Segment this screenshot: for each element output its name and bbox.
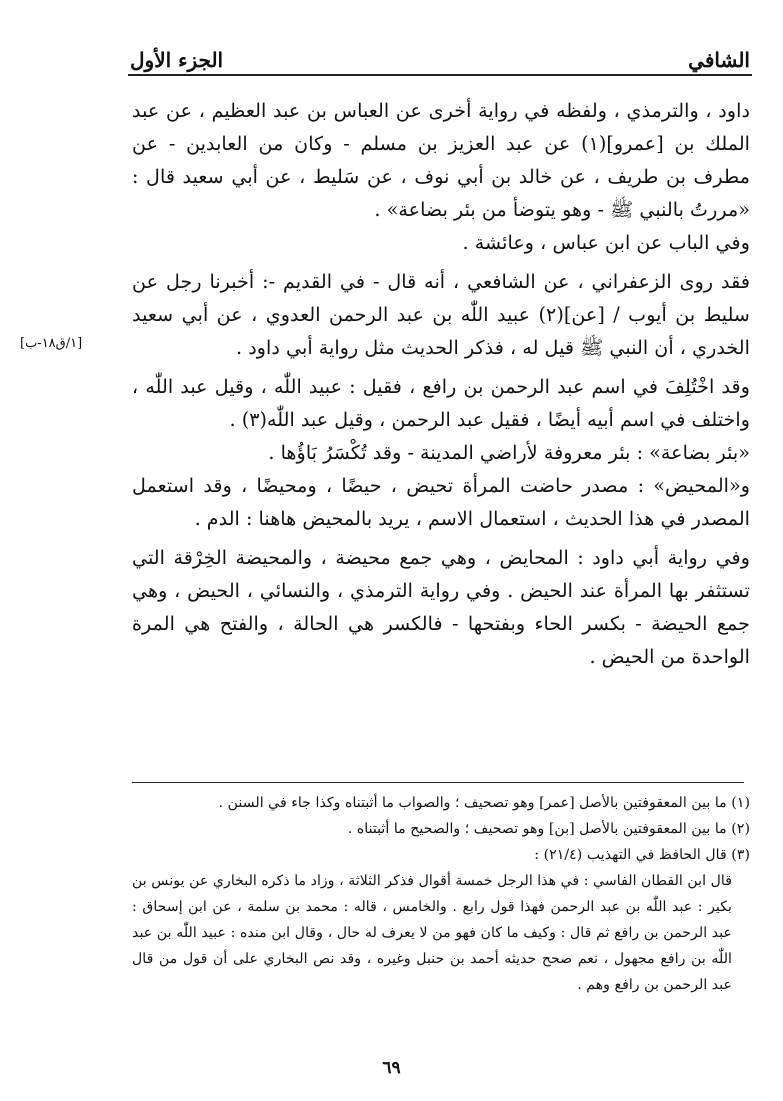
book-title: الشافي xyxy=(688,48,750,72)
paragraph-well-definition: «بئر بضاعة» : بئر معروفة لأراضي المدينة - وقد تُكْسَرُ بَاؤُها . xyxy=(268,441,750,464)
footnotes xyxy=(132,790,750,998)
paragraph-related-narrators: وفي الباب عن ابن عباس ، وعائشة . xyxy=(462,231,750,254)
header-divider xyxy=(128,74,752,76)
footnote-divider xyxy=(132,782,744,783)
running-header xyxy=(130,38,750,72)
footnote-1: (١) ما بين المعقوفتين بالأصل [عمر] وهو تصحيف ؛ والصواب ما أثبتناه وكذا جاء في السنن . xyxy=(218,795,750,811)
footnote-2: (٢) ما بين المعقوفتين بالأصل [بن] وهو تصحيف ؛ والصحيح ما أثبتناه . xyxy=(347,821,750,837)
manuscript-folio-note: [١/ق١٨-ب] xyxy=(20,336,83,351)
paragraph-name-dispute: وقد اخْتُلِفَ في اسم عبد الرحمن بن رافع ، فقيل : عبيد اللّٰه ، وقيل عبد اللّٰه ، واختلف في اسم أبيه أيضًا ، فقيل عبد الرحمن ، وقيل عبد اللّٰه(٣) . xyxy=(132,375,750,431)
main-text xyxy=(132,94,750,673)
paragraph-hadith-narration: داود ، والترمذي ، ولفظه في رواية أخرى عن العباس بن عبد العظيم ، عن عبد الملك بن [عمرو](١) عن عبد العزيز بن مسلم - وكان من العابدين - عن مطرف بن طريف ، عن خالد بن أبي نوف ، عن سَليط ، عن أبي سعيد قال : «مررتُ بالنبي ﷺ - وهو يتوضأ من بئر بضاعة» . xyxy=(132,99,750,221)
footnote-3: (٣) قال الحافظ في التهذيب (٢١/٤) : xyxy=(534,847,750,863)
paragraph-abu-dawud-variant: وفي رواية أبي داود : المحايض ، وهي جمع محيضة ، والمحيضة الخِرْقة التي تستثفر بها المرأة عند الحيض . وفي رواية الترمذي ، والنسائي ، الحيض ، وهي جمع الحيضة - بكسر الحاء وبفتحها - فالكسر هي الحالة ، والفتح هي المرة الواحدة من الحيض . xyxy=(132,546,750,668)
paragraph-zaafarani-report: فقد روى الزعفراني ، عن الشافعي ، أنه قال - في القديم -: أخبرنا رجل عن سليط بن أيوب / [عن](٢) عبيد اللّٰه بن عبد الرحمن العدوي ، عن أبي سعيد الخدري ، أن النبي ﷺ قيل له ، فذكر الحديث مثل رواية أبي داود . xyxy=(132,270,751,359)
volume-label: الجزء الأول xyxy=(130,48,224,72)
paragraph-mahid-definition: و«المحيض» : مصدر حاضت المرأة تحيض ، حيضًا ، ومحيضًا ، وقد استعمل المصدر في هذا الحديث ، استعمال الاسم ، يريد بالمحيض هاهنا : الدم . xyxy=(132,474,750,530)
footnote-3-quote: قال ابن القطان الفاسي : في هذا الرجل خمسة أقوال فذكر الثلاثة ، وزاد ما ذكره البخاري عن يونس بن بكير : عبد اللّٰه بن عبد الرحمن فهذا قول رابع . والخامس ، قاله : محمد بن سلمة ، عن ابن إسحاق : عبد الرحمن بن رافع ثم قال : وكيف ما كان فهو من لا يعرف له حال ، وقال ابن منده : عبيد اللّٰه بن عبد اللّٰه بن رافع مجهول ، نعم صحح حديثه أحمد بن حنبل وغيره ، وقد نص البخاري على أن قول من قال عبد الرحمن بن رافع وهم . xyxy=(132,873,732,993)
page-number: ٦٩ xyxy=(382,1058,401,1078)
